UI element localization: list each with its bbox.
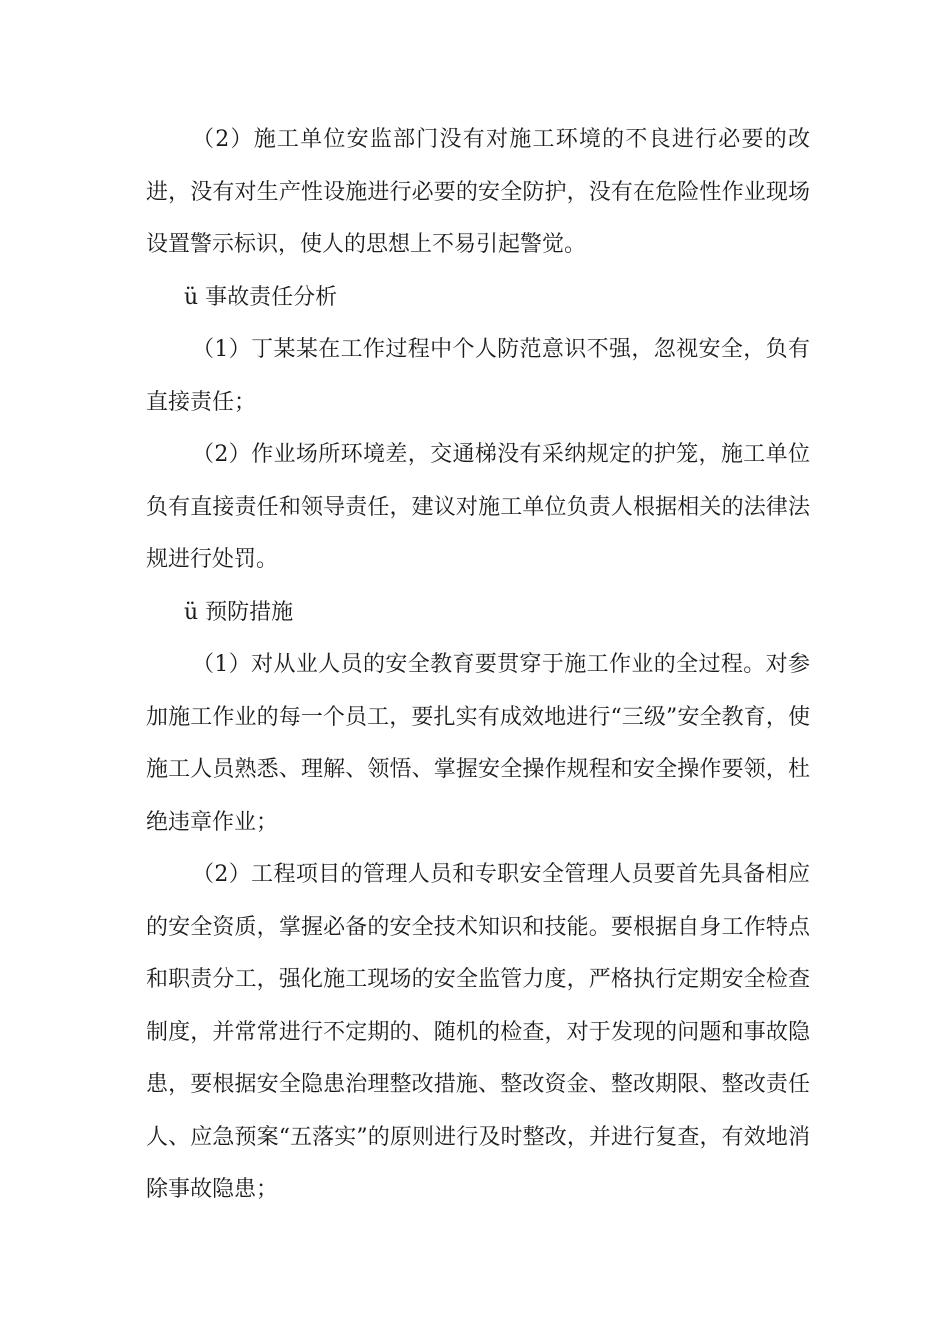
document-body (146, 114, 810, 1217)
paragraph-direct-responsibility: （1）丁某某在工作过程中个人防范意识不强，忽视安全，负有直接责任； (146, 337, 810, 415)
paragraph-safety-education: （1）对从业人员的安全教育要贯穿于施工作业的全过程。对参加施工作业的每一个员工，要扎实有成效地进行“三级”安全教育，使施工人员熟悉、理解、领悟、掌握安全操作规程和安全操作要领，杜绝违章作业； (146, 652, 810, 835)
section-heading-responsibility-analysis: ü 事故责任分析 (184, 284, 338, 310)
paragraph-safety-management: （2）工程项目的管理人员和专职安全管理人员要首先具备相应的安全资质，掌握必备的安全技术知识和技能。要根据自身工作特点和职责分工，强化施工现场的安全监管力度，严格执行定期安全检查制度，并常常进行不定期的、随机的检查，对于发现的问题和事故隐患，要根据安全隐患治理整改措施、整改资金、整改期限、整改责任人、应急预案“五落实”的原则进行及时整改，并进行复查，有效地消除事故隐患； (146, 862, 810, 1202)
paragraph-environment-improvement: （2）施工单位安监部门没有对施工环境的不良进行必要的改进，没有对生产性设施进行必要的安全防护，没有在危险性作业现场设置警示标识，使人的思想上不易引起警觉。 (146, 127, 810, 257)
section-heading-prevention-measures: ü 预防措施 (184, 599, 294, 625)
paragraph-leadership-responsibility: （2）作业场所环境差，交通梯没有采纳规定的护笼，施工单位负有直接责任和领导责任，建议对施工单位负责人根据相关的法律法规进行处罚。 (146, 442, 810, 572)
